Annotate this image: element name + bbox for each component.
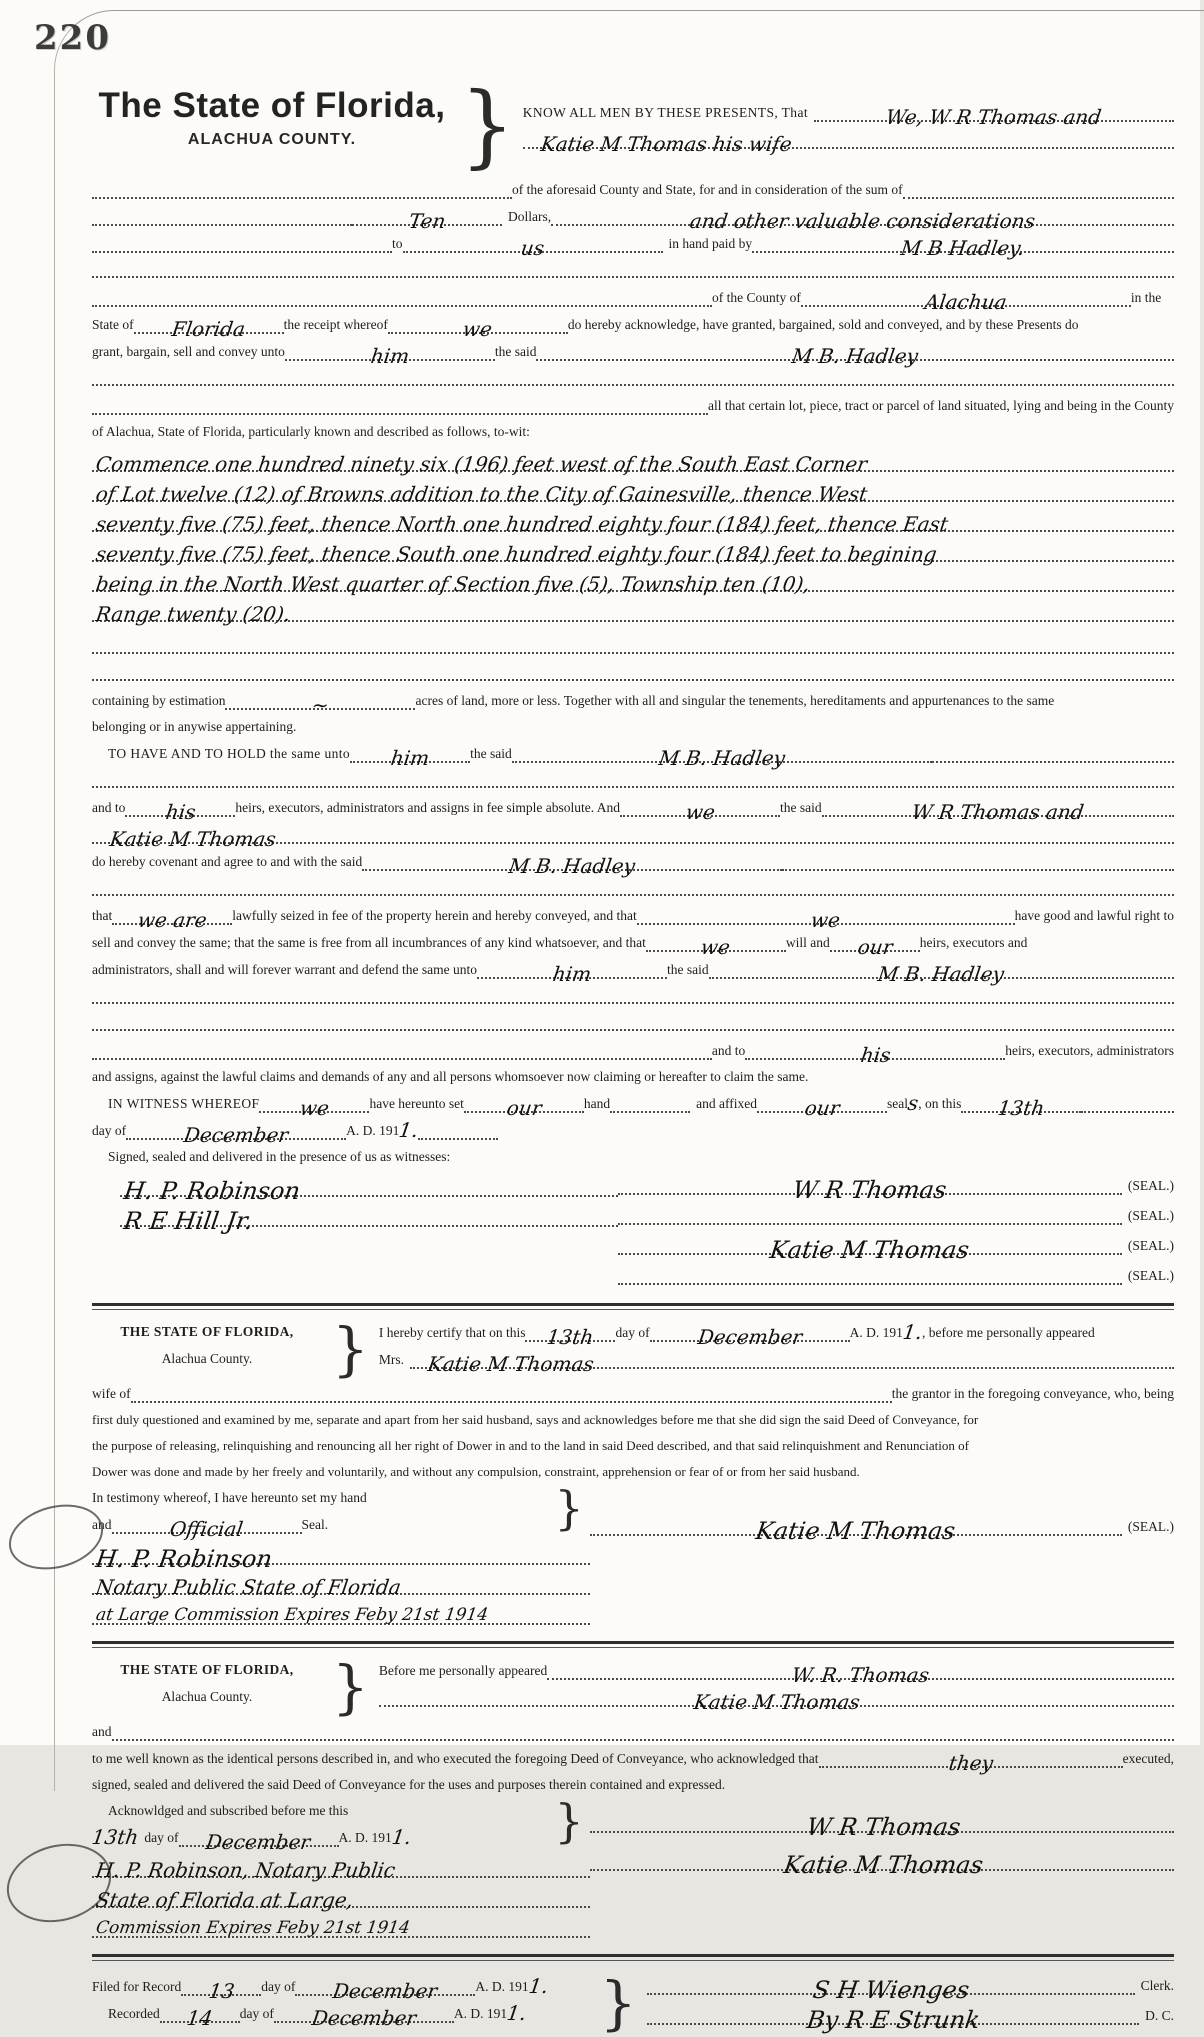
deputy-clerk-signature: By R E Strunk xyxy=(804,2006,982,2035)
record-dates xyxy=(92,1976,590,2030)
blank-rule xyxy=(92,636,1174,654)
blank-rule xyxy=(92,770,1174,788)
record-block xyxy=(92,1969,1174,2037)
brace: } xyxy=(554,1794,584,1849)
month-handwriting: December xyxy=(182,1123,290,1148)
mrs-label: Mrs. xyxy=(378,1352,405,1368)
claims-text: and assigns, against the lawful claims and demands of any and all persons whomsoever now claiming or hereafter to claim the same. xyxy=(92,1069,809,1085)
heirs-exec-text: heirs, executors and xyxy=(919,935,1028,951)
filed-year-handwriting: 1. xyxy=(526,1974,550,1999)
the-said-label: the said xyxy=(667,962,709,978)
seal-word: seal xyxy=(887,1096,909,1112)
wife-name-handwriting: Katie M Thomas xyxy=(426,1352,596,1377)
description-line: seventy five (75) feet, thence South one hundred eighty four (184) feet to begining xyxy=(92,538,1174,562)
section-divider xyxy=(92,1954,1174,1961)
year-handwriting: 1. xyxy=(390,1825,413,1850)
brace: } xyxy=(599,1969,637,2037)
recorded-year-handwriting: 1. xyxy=(505,2001,528,2026)
grantor-signature: W R Thomas xyxy=(590,1809,1174,1833)
seized-text: lawfully seized in fee of the property herein and hereby conveyed, and that xyxy=(232,908,637,924)
witness-signatures xyxy=(92,1173,618,1293)
sell-text: sell and convey the same; that the same is free from all incumbrances of any kind whatsoever, and that xyxy=(92,935,646,951)
heirs2-text: heirs, executors, administrators xyxy=(1005,1043,1174,1059)
notary-signature: H. P. Robinson xyxy=(92,1541,590,1565)
covenant-label: do hereby covenant and agree to and with the said xyxy=(92,854,363,870)
notary-title-handwriting: Notary Public State of Florida xyxy=(92,1571,590,1595)
will-and-label: will and xyxy=(785,935,830,951)
notary-county-label: Alachua County. xyxy=(161,1689,253,1705)
his-handwriting: his xyxy=(858,1043,892,1068)
filed-month-handwriting: December xyxy=(331,1979,440,2004)
deed-header xyxy=(92,73,1174,179)
recorded-day-handwriting: 14 xyxy=(185,2006,215,2031)
that-label: that xyxy=(92,908,113,924)
certify-label: I hereby certify that on this xyxy=(378,1325,526,1341)
grantee-handwriting: M B. Hadley xyxy=(790,344,920,369)
official-handwriting: Official xyxy=(168,1517,245,1542)
the-said-label: the said xyxy=(780,800,822,816)
state-title: The State of Florida, xyxy=(98,86,446,125)
executed-label: executed, xyxy=(1122,1751,1174,1767)
notary-state-label: THE STATE OF FLORIDA, xyxy=(120,1324,294,1340)
ad-label: A. D. 191 xyxy=(849,1325,903,1341)
grantee-handwriting: M B. Hadley xyxy=(657,746,787,771)
notary-commission-handwriting: Commission Expires Feby 21st 1914 xyxy=(92,1914,590,1938)
day-handwriting: 13th xyxy=(90,1825,141,1850)
description-line: Range twenty (20). xyxy=(92,598,1174,622)
ad-label: A. D. 191 xyxy=(475,1979,529,1995)
to-have-label: TO HAVE AND TO HOLD the same unto xyxy=(108,746,351,762)
ack-text: Acknowldged and subscribed before me this xyxy=(108,1803,349,1819)
acknowledgment-block xyxy=(90,1794,590,1944)
description-line: being in the North West quarter of Section five (5), Township ten (10), xyxy=(92,568,1174,592)
page-number: 220 xyxy=(34,18,111,58)
blank-rule xyxy=(92,663,1174,681)
him-handwriting: him xyxy=(389,746,431,771)
all-that-text: all that certain lot, piece, tract or parcel of land situated, lying and being in the County xyxy=(708,398,1174,414)
acres-text: acres of land, more or less. Together with all and singular the tenements, hereditaments and appurtenances to the same xyxy=(415,693,1055,709)
seal-label: (SEAL.) xyxy=(1127,1178,1174,1194)
appeared-name-handwriting: W. R. Thomas xyxy=(790,1663,931,1688)
blank-rule xyxy=(92,986,1174,1004)
containing-label: containing by estimation xyxy=(92,693,226,709)
grantors-handwriting-1: We, W R Thomas and xyxy=(884,105,1104,129)
brace: } xyxy=(332,1315,369,1384)
acknowledge-text: do hereby acknowledge, have granted, bargained, sold and conveyed, and by these Presents do xyxy=(567,317,1079,333)
we-handwriting: we xyxy=(809,908,842,933)
dollars-label: Dollars, xyxy=(508,209,552,225)
executed-body-text: signed, sealed and delivered the said Deed of Conveyance for the uses and purposes therein contained and expressed. xyxy=(92,1777,726,1793)
grantors-handwriting-2: Katie M Thomas his wife xyxy=(539,132,794,156)
notary-state-block xyxy=(92,1660,322,1706)
aforesaid-text: of the aforesaid County and State, for and in consideration of the sum of xyxy=(512,182,903,198)
we-handwriting: we xyxy=(461,317,494,342)
filed-day-handwriting: 13 xyxy=(206,1979,236,2004)
dower-body-text: first duly questioned and examined by me, separate and apart from her said husband, says and acknowledges before me that she did sign the said Deed of Conveyance, for xyxy=(92,1412,979,1428)
in-the-label: in the xyxy=(1130,290,1162,306)
clerk-label: Clerk. xyxy=(1140,1978,1174,1994)
warrant-text: administrators, shall and will forever warrant and defend the same unto xyxy=(92,962,478,978)
clerk-signature: S H Wienges xyxy=(810,1976,971,2005)
appeared-name-handwriting: Katie M Thomas xyxy=(691,1690,862,1715)
blank-rule xyxy=(92,260,1174,278)
our-handwriting: our xyxy=(504,1096,543,1121)
day-of-label: day of xyxy=(261,1979,296,1995)
receipt-label: the receipt whereof xyxy=(283,317,388,333)
sum-handwriting: Ten xyxy=(407,209,447,234)
we-handwriting: we xyxy=(699,935,733,960)
seal-label: (SEAL.) xyxy=(1127,1208,1174,1224)
section-divider xyxy=(92,1303,1174,1310)
dower-body-text: Dower was done and made by her freely and voluntarily, and without any compulsion, constraint, apprehension or fear of or from her said husband. xyxy=(92,1464,860,1480)
on-this-label: , on this xyxy=(918,1096,962,1112)
payer-handwriting: M B Hadley. xyxy=(899,236,1027,261)
state-of-label: State of xyxy=(92,317,134,333)
acknowledgment-signatures xyxy=(590,1801,1174,1944)
in-witness-label: IN WITNESS WHEREOF xyxy=(108,1096,260,1112)
record-officials xyxy=(647,1973,1174,2033)
hand-label: hand xyxy=(583,1096,611,1112)
estimation-handwriting: ~ xyxy=(310,693,331,718)
seal-label: (SEAL.) xyxy=(1127,1519,1174,1535)
recorded-month-handwriting: December xyxy=(310,2006,418,2031)
we-handwriting: we xyxy=(298,1096,331,1121)
to-label: to xyxy=(392,236,403,252)
grantor-signature: Katie M Thomas xyxy=(768,1236,972,1265)
description-line: of Lot twelve (12) of Browns addition to the City of Gainesville, thence West xyxy=(92,478,1174,502)
before-label: , before me personally appeared xyxy=(921,1325,1095,1341)
know-all-label: KNOW ALL MEN BY THESE PRESENTS, That xyxy=(522,105,809,120)
plural-s-handwriting: s xyxy=(906,1091,920,1116)
ad-label: A. D. 191 xyxy=(338,1830,392,1846)
witness-signature: H. P. Robinson xyxy=(120,1173,618,1197)
notary-state-block xyxy=(92,1322,322,1368)
notary-signature: H. P. Robinson, Notary Public xyxy=(92,1854,590,1878)
notary-testimony-block xyxy=(92,1481,590,1631)
notary-block-dower xyxy=(92,1315,1174,1631)
the-said-label: the said xyxy=(470,746,512,762)
dower-signature xyxy=(590,1488,1174,1631)
blank-rule xyxy=(92,368,1174,386)
notary-commission-handwriting: at Large Commission Expires Feby 21st 1914 xyxy=(92,1601,590,1625)
witness-signature: R E Hill Jr. xyxy=(120,1203,618,1227)
him-handwriting: him xyxy=(551,962,593,987)
notary-county-label: Alachua County. xyxy=(161,1351,253,1367)
they-handwriting: they xyxy=(946,1751,995,1776)
our-handwriting: our xyxy=(855,935,894,960)
and-label: and xyxy=(92,1517,112,1533)
property-description xyxy=(92,448,1174,681)
his-handwriting: his xyxy=(163,800,197,825)
grantor2-handwriting: Katie M Thomas xyxy=(108,827,278,852)
deputy-clerk-label: D. C. xyxy=(1145,2008,1174,2024)
we-handwriting: we xyxy=(683,800,717,825)
county-handwriting: Alachua xyxy=(923,290,1009,315)
county-subtitle: ALACHUA COUNTY. xyxy=(187,130,357,148)
signature-area xyxy=(92,1173,1174,1293)
title-block xyxy=(92,88,452,149)
and-to-label: and to xyxy=(711,1043,746,1059)
ad-label: A. D. 191 xyxy=(453,2006,508,2022)
brace: } xyxy=(332,1653,369,1722)
before-label: Before me personally appeared xyxy=(378,1663,548,1679)
set-label: have hereunto set xyxy=(369,1096,464,1112)
month-handwriting: December xyxy=(695,1325,804,1350)
day-handwriting: 13th xyxy=(545,1325,596,1350)
grantor-in-text: the grantor in the foregoing conveyance, who, being xyxy=(891,1386,1174,1402)
seal-word-label: Seal. xyxy=(301,1517,329,1533)
day-of-label: day of xyxy=(92,1123,127,1139)
and-label: and xyxy=(92,1724,112,1740)
description-line: Commence one hundred ninety six (196) feet west of the South East Corner xyxy=(92,448,1174,472)
month-handwriting: December xyxy=(204,1830,313,1855)
blank-rule xyxy=(92,878,1174,896)
ad-label: A. D. 191 xyxy=(346,1123,400,1139)
day-of-label: day of xyxy=(144,1830,179,1846)
of-alachua-text: of Alachua, State of Florida, particularly known and described as follows, to-wit: xyxy=(92,424,530,440)
and-to-label: and to xyxy=(92,800,126,816)
day-of-label: day of xyxy=(239,2006,274,2022)
description-line: seventy five (75) feet, thence North one hundred eighty four (184) feet, thence East xyxy=(92,508,1174,532)
seal-label: (SEAL.) xyxy=(1127,1238,1174,1254)
us-handwriting: us xyxy=(519,236,546,261)
blank-rule xyxy=(92,1013,1174,1031)
year-handwriting: 1. xyxy=(397,1118,421,1143)
presence-label: Signed, sealed and delivered in the presence of us as witnesses: xyxy=(108,1149,451,1165)
grantor-signature: W R Thomas xyxy=(791,1176,949,1205)
our-handwriting: our xyxy=(803,1096,841,1121)
known-text: to me well known as the identical persons described in, and who executed the foregoing Deed of Conveyance, who acknowledged that xyxy=(92,1751,819,1767)
affixed-label: and affixed xyxy=(696,1096,758,1112)
grantor-signatures xyxy=(618,1173,1174,1293)
heirs-text: heirs, executors, administrators and assigns in fee simple absolute. And xyxy=(235,800,621,816)
grantor-signature: Katie M Thomas xyxy=(590,1847,1174,1871)
grantors-handwriting: W R Thomas and xyxy=(910,800,1086,825)
of-county-label: of the County of xyxy=(712,290,801,306)
recorded-label: Recorded xyxy=(108,2006,160,2022)
day-of-label: day of xyxy=(615,1325,650,1341)
brace: } xyxy=(460,73,515,179)
filed-label: Filed for Record xyxy=(92,1979,182,1995)
dower-body-text: the purpose of releasing, relinquishing and renouncing all her right of Dower in and to the land in said Deed described, and that said relinquishment and Renunciation of xyxy=(92,1438,969,1454)
him-handwriting: him xyxy=(369,344,411,369)
brace: } xyxy=(554,1481,584,1536)
notary-title-handwriting: State of Florida at Large, xyxy=(92,1884,590,1908)
day-handwriting: 13th xyxy=(996,1096,1047,1121)
opening-clause xyxy=(523,88,1174,156)
the-said-label: the said xyxy=(494,344,537,360)
in-hand-label: in hand paid by xyxy=(668,236,753,252)
grantee-handwriting: M B. Hadley xyxy=(876,962,1006,987)
seal-label: (SEAL.) xyxy=(1127,1268,1174,1284)
grantor-signature: Katie M Thomas xyxy=(754,1517,958,1546)
we-are-handwriting: we are xyxy=(136,908,209,933)
state-handwriting: Florida xyxy=(170,317,247,342)
wife-of-label: wife of xyxy=(92,1386,131,1402)
notary-state-label: THE STATE OF FLORIDA, xyxy=(120,1662,294,1678)
grantee-handwriting: M B. Hadley xyxy=(507,854,637,879)
belonging-text: belonging or in anywise appertaining. xyxy=(92,719,297,735)
notary-block-acknowledgment xyxy=(90,1653,1174,1944)
right-to-text: have good and lawful right to xyxy=(1014,908,1174,924)
testimony-text: In testimony whereof, I have hereunto set my hand xyxy=(92,1490,367,1506)
grant-unto-label: grant, bargain, sell and convey unto xyxy=(92,344,285,360)
consideration-handwriting: and other valuable considerations xyxy=(688,209,1037,234)
section-divider xyxy=(92,1641,1174,1648)
year-handwriting: 1. xyxy=(901,1320,924,1345)
